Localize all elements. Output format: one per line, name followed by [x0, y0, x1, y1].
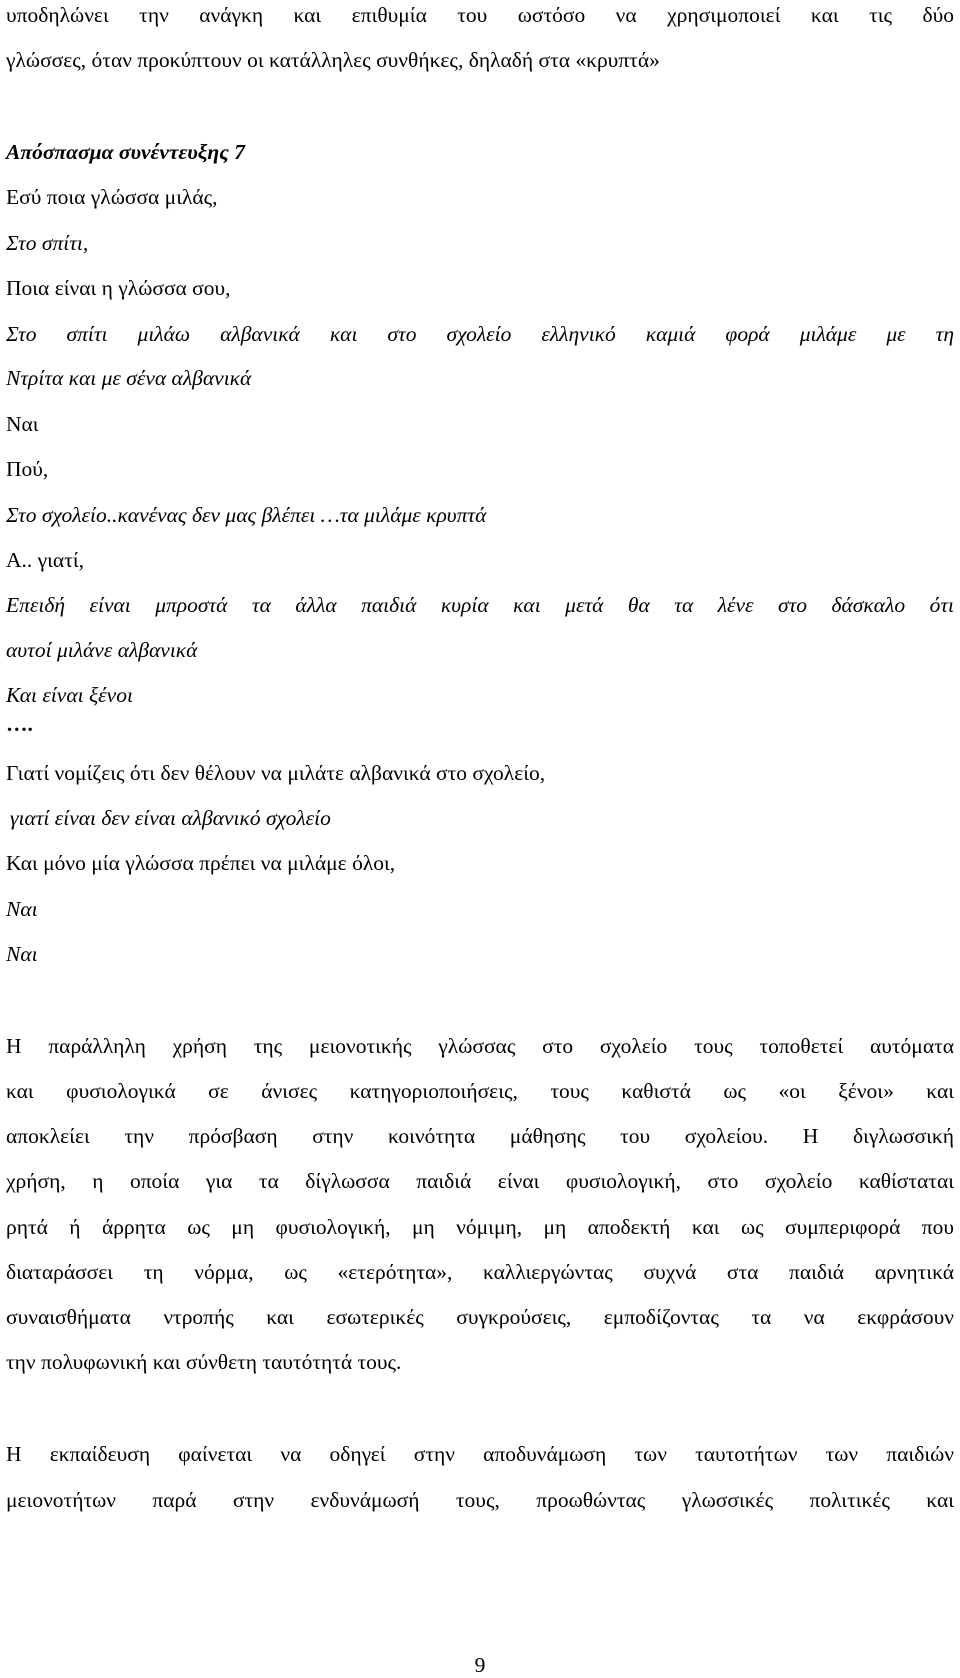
interview-line-answer-8: Ναι: [6, 942, 38, 966]
interview-line-question-6: Γιατί νομίζεις ότι δεν θέλουν να μιλάτε αλβανικά στο σχολείο,: [6, 761, 546, 785]
paragraph-middle-line-8: την πολυφωνική και σύνθετη ταυτότητά τους.: [6, 1350, 402, 1374]
interview-line-answer-5a: Επειδή είναι μπροστά τα άλλα παιδιά κυρία και μετά θα τα λένε στο δάσκαλο ότι: [6, 593, 954, 617]
paragraph-top-line-2: γλώσσες, όταν προκύπτουν οι κατάλληλες συνθήκες, δηλαδή στα «κρυπτά»: [6, 48, 660, 72]
paragraph-middle-line-5: ρητά ή άρρητα ως μη φυσιολογική, μη νόμιμη, μη αποδεκτή και ως συμπεριφορά που: [6, 1215, 954, 1239]
interview-line-answer-6: γιατί είναι δεν είναι αλβανικό σχολείο: [10, 806, 331, 830]
interview-line-question-5: Α.. γιατί,: [6, 548, 85, 572]
paragraph-bottom-line-1: Η εκπαίδευση φαίνεται να οδηγεί στην αποδυνάμωση των ταυτοτήτων των παιδιών: [6, 1442, 954, 1466]
paragraph-bottom-line-2: μειονοτήτων παρά στην ενδυνάμωσή τους, προωθώντας γλωσσικές πολιτικές και: [6, 1488, 954, 1512]
interview-line-answer-5c: Και είναι ξένοι: [6, 683, 133, 707]
interview-line-question-2: Ποια είναι η γλώσσα σου,: [6, 276, 231, 300]
interview-line-question-3: Ναι: [6, 412, 39, 436]
interview-heading: Απόσπασμα συνέντευξης 7: [6, 140, 245, 164]
interview-line-ellipsis: ….: [6, 712, 33, 736]
interview-line-question-7: Και μόνο μία γλώσσα πρέπει να μιλάμε όλοι,: [6, 851, 396, 875]
paragraph-top-line-1: υποδηλώνει την ανάγκη και επιθυμία του ωστόσο να χρησιμοποιεί και τις δύο: [6, 3, 954, 27]
paragraph-middle-line-3: αποκλείει την πρόσβαση στην κοινότητα μάθησης του σχολείου. Η διγλωσσική: [6, 1124, 954, 1148]
page-number: 9: [474, 1653, 486, 1677]
paragraph-middle-line-2: και φυσιολογικά σε άνισες κατηγοριοποιήσεις, τους καθιστά ως «οι ξένοι» και: [6, 1079, 954, 1103]
interview-line-answer-2b: Ντρίτα και με σένα αλβανικά: [6, 366, 252, 390]
interview-line-question-1: Εσύ ποια γλώσσα μιλάς,: [6, 185, 218, 209]
paragraph-middle-line-6: διαταράσσει τη νόρμα, ως «ετερότητα», καλλιεργώντας συχνά στα παιδιά αρνητικά: [6, 1260, 954, 1284]
interview-line-answer-5b: αυτοί μιλάνε αλβανικά: [6, 638, 198, 662]
paragraph-middle-line-4: χρήση, η οποία για τα δίγλωσσα παιδιά είναι φυσιολογική, στο σχολείο καθίσταται: [6, 1169, 954, 1193]
interview-line-answer-1: Στο σπίτι,: [6, 231, 89, 255]
paragraph-middle-line-7: συναισθήματα ντροπής και εσωτερικές συγκρούσεις, εμποδίζοντας τα να εκφράσουν: [6, 1305, 954, 1329]
interview-line-answer-7: Ναι: [6, 897, 38, 921]
interview-line-question-4: Πού,: [6, 457, 49, 481]
interview-line-answer-4: Στο σχολείο..κανένας δεν μας βλέπει …τα μιλάμε κρυπτά: [6, 503, 487, 527]
paragraph-middle-line-1: Η παράλληλη χρήση της μειονοτικής γλώσσας στο σχολείο τους τοποθετεί αυτόματα: [6, 1034, 954, 1058]
interview-line-answer-2a: Στο σπίτι μιλάω αλβανικά και στο σχολείο ελληνικό καμιά φορά μιλάμε με τη: [6, 322, 954, 346]
